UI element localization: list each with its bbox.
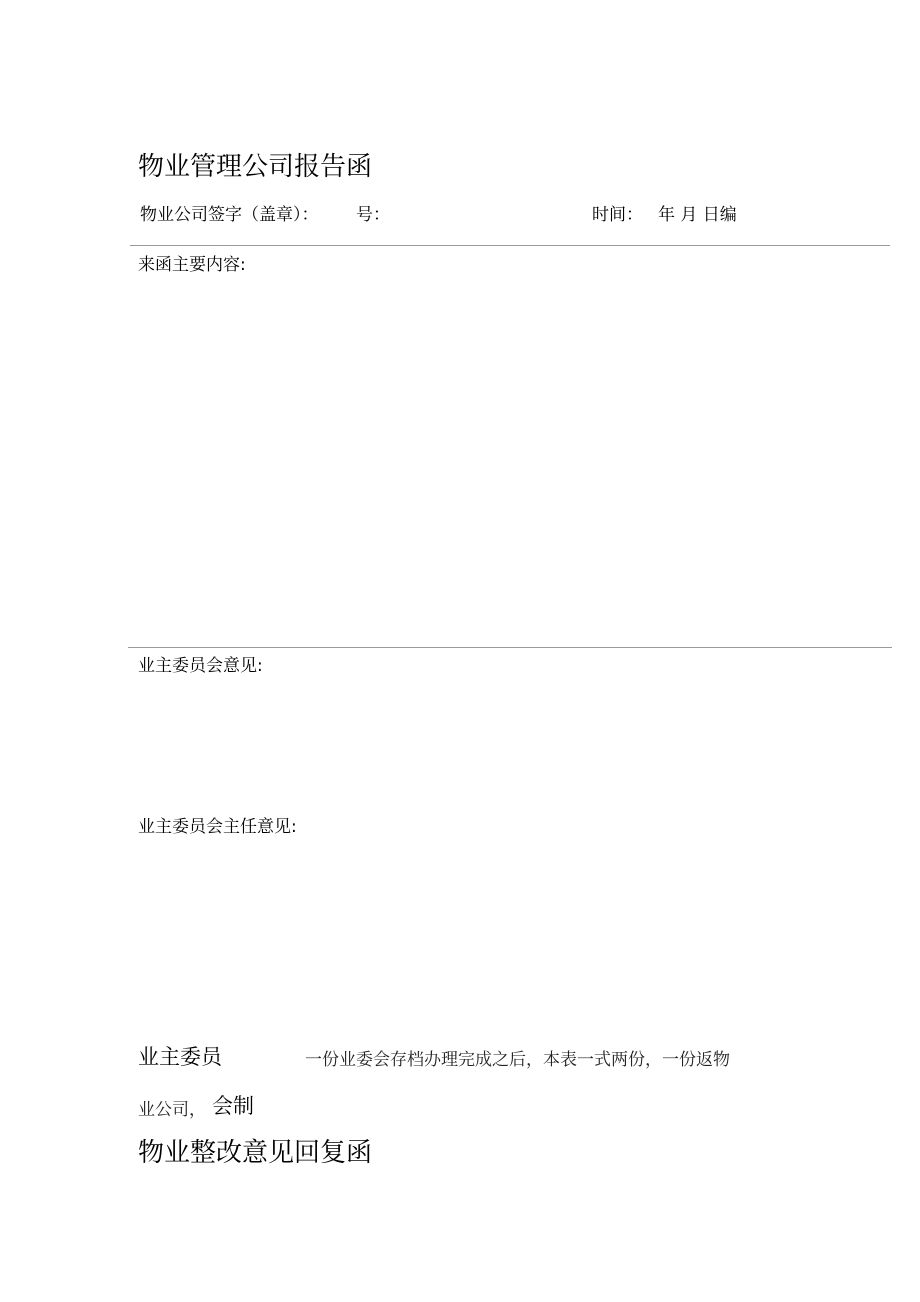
date-text: 年 月 日编 [658,205,737,225]
divider-top [130,245,890,246]
time-label: 时间： [592,205,643,225]
note-line-2-start: 业公司， [138,1100,206,1120]
next-form-title: 物业整改意见回复函 [138,1138,373,1168]
note-line-1: 一份业委会存档办理完成之后，本表一式两份，一份返物 [305,1050,730,1070]
divider-middle [128,647,892,648]
note-line-2-end: 会制 [212,1094,254,1118]
incoming-content-label: 来函主要内容: [138,255,246,275]
number-label: 号： [356,205,390,225]
page-title: 物业管理公司报告函 [138,152,373,182]
sign-label: 物业公司签字（盖章）： [140,205,319,225]
note-lead: 业主委员 [138,1045,222,1069]
committee-opinion-label: 业主委员会意见: [138,656,263,676]
chair-opinion-label: 业主委员会主任意见: [138,817,297,837]
